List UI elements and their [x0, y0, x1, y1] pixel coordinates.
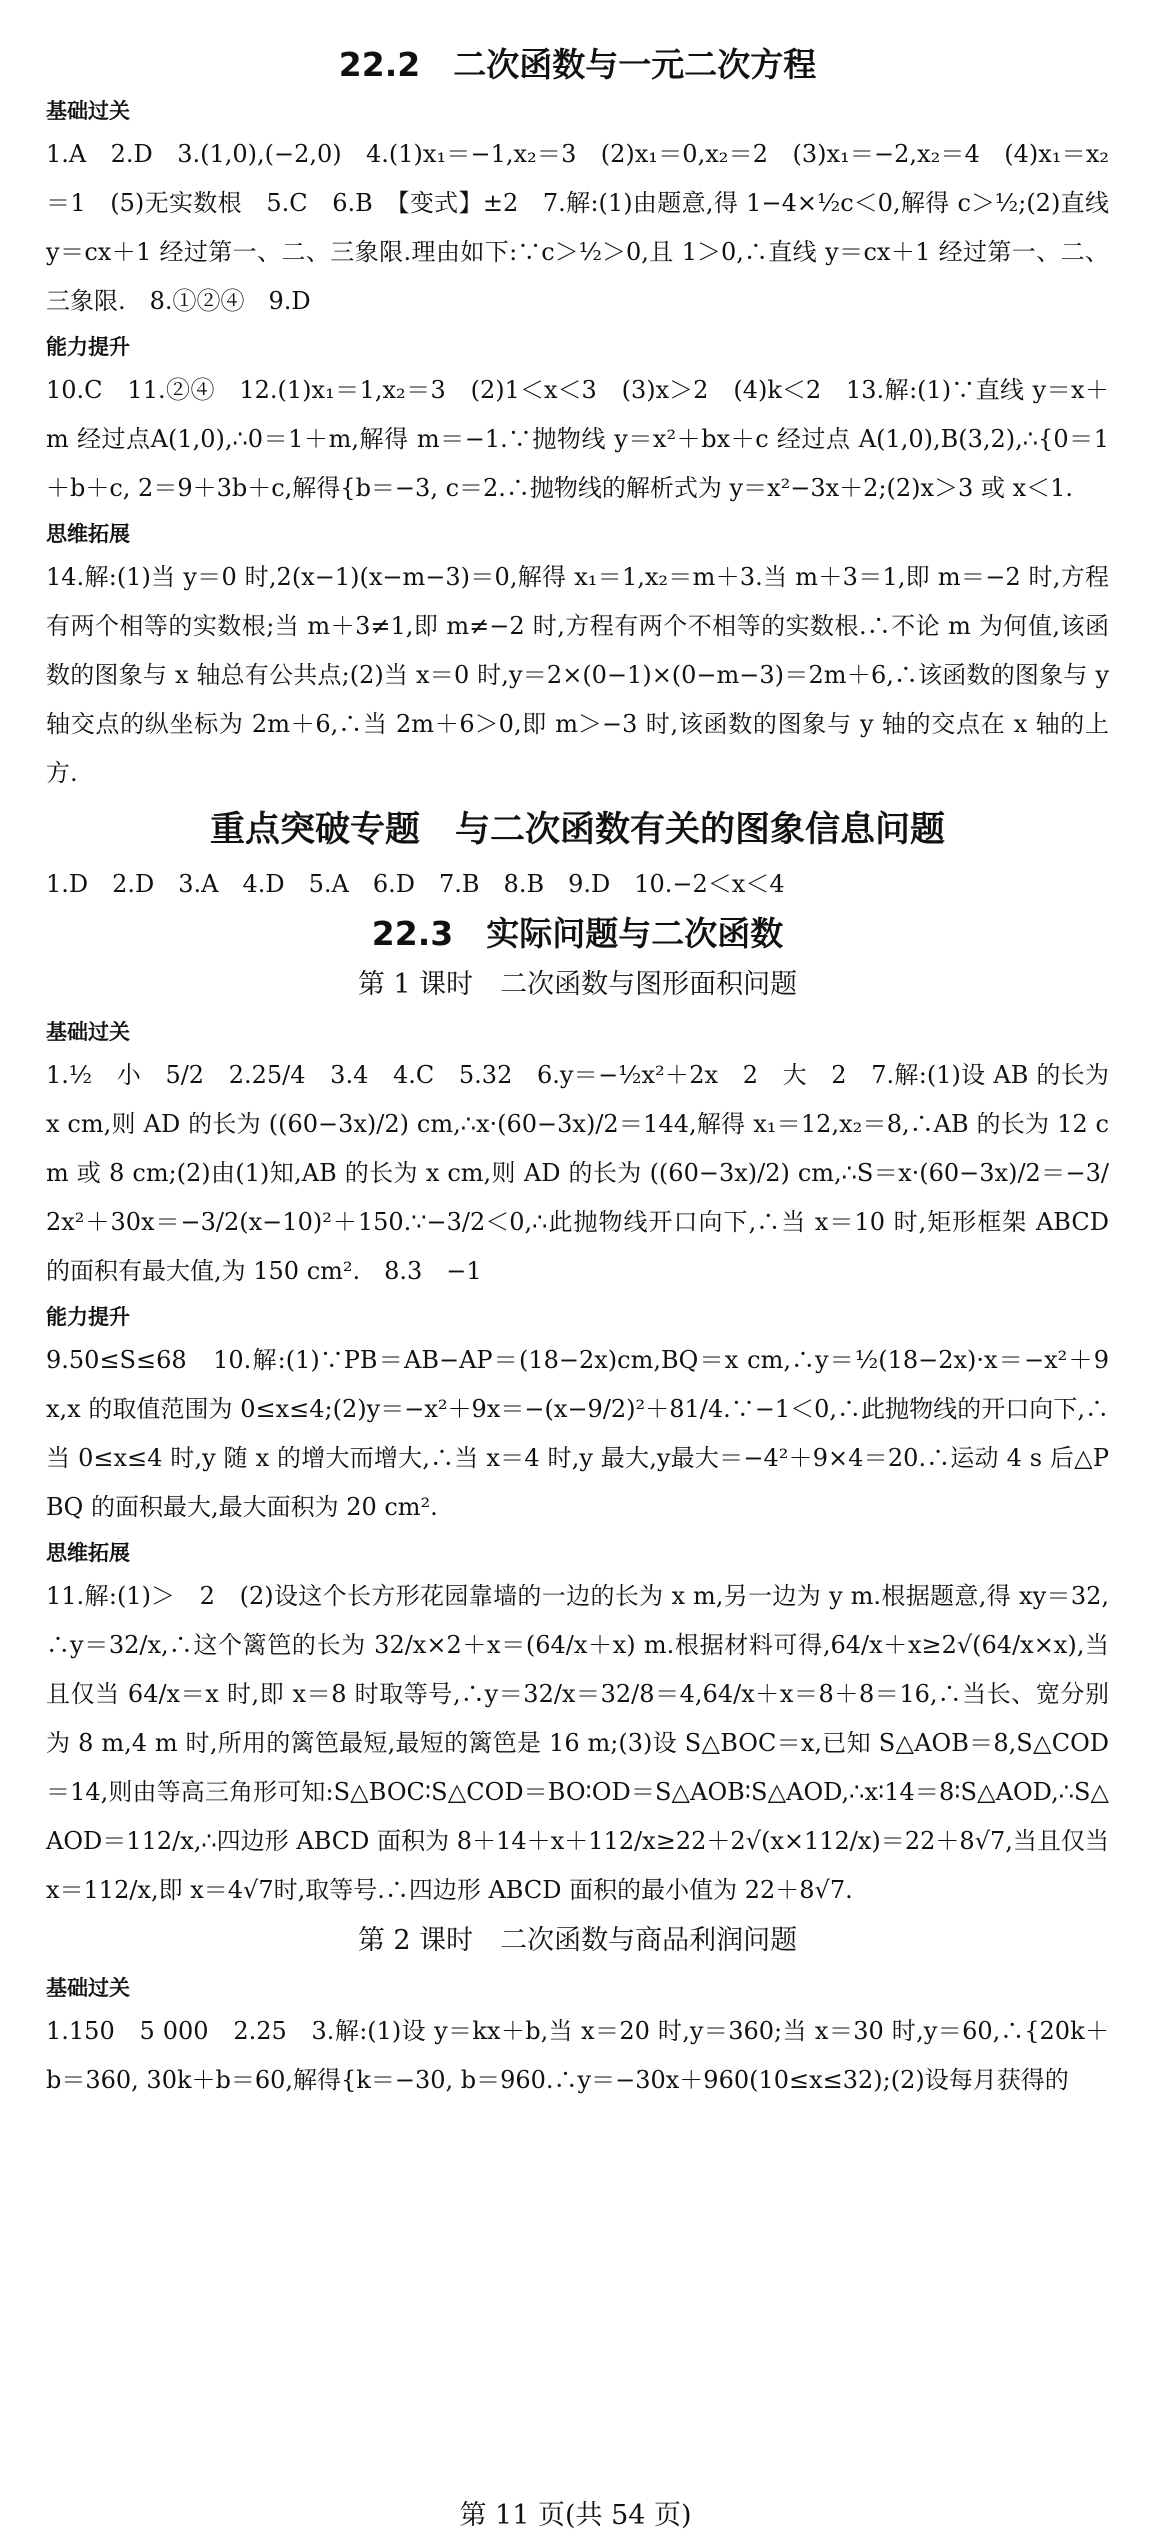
answers-special: 1.D 2.D 3.A 4.D 5.A 6.D 7.B 8.B 9.D 10.−2＜x＜4 [46, 870, 785, 898]
lesson-2-answers-basic: 1.150 5 000 2.25 3.解:(1)设 y＝kx＋b,当 x＝20 时,y＝360;当 x＝30 时,y＝60,∴{20k＋b＝360, 30k＋b＝60,解得{k＝−30, b＝960.∴y＝−30x＋960(10≤x≤32);(2)设每月获得的 [46, 2017, 1109, 2094]
section-title-22-3: 22.3 实际问题与二次函数 [371, 914, 784, 953]
lesson-1-answers-ability: 9.50≤S≤68 10.解:(1)∵PB＝AB−AP＝(18−2x)cm,BQ＝x cm,∴y＝½(18−2x)·x＝−x²＋9x,x 的取值范围为 0≤x≤4;(2)y＝−x²＋9x＝−(x−9/2)²＋81/4.∵−1＜0,∴此抛物线的开口向下,∴当 0≤x≤4 时,y 随 x 的增大而增大,∴当 x＝4 时,y 最大,y最大＝−4²＋9×4＝20.∴运动 4 s 后△PBQ 的面积最大,最大面积为 20 cm². [46, 1346, 1109, 1521]
lesson-1-label-extension: 思维拓展 [46, 1541, 130, 1565]
answers-extension: 14.解:(1)当 y＝0 时,2(x−1)(x−m−3)＝0,解得 x₁＝1,x₂＝m＋3.当 m＋3＝1,即 m＝−2 时,方程有两个相等的实数根;当 m＋3≠1,即 m≠−2 时,方程有两个不相等的实数根.∴不论 m 为何值,该函数的图象与 x 轴总有公共点;(2)当 x＝0 时,y＝2×(0−1)×(0−m−3)＝2m＋6,∴该函数的图象与 y 轴交点的纵坐标为 2m＋6,∴当 2m＋6＞0,即 m＞−3 时,该函数的图象与 y 轴的交点在 x 轴的上方. [46, 563, 1109, 787]
answers-basic: 1.A 2.D 3.(1,0),(−2,0) 4.(1)x₁＝−1,x₂＝3 (2)x₁＝0,x₂＝2 (3)x₁＝−2,x₂＝4 (4)x₁＝x₂＝1 (5)无实数根 5.C 6.B 【变式】±2 7.解:(1)由题意,得 1−4×½c＜0,解得 c＞½;(2)直线 y＝cx＋1 经过第一、二、三象限.理由如下:∵c＞½＞0,且 1＞0,∴直线 y＝cx＋1 经过第一、二、三象限. 8.①②④ 9.D [46, 140, 1109, 315]
lesson-1-label-ability: 能力提升 [46, 1305, 130, 1329]
section-title-22-2: 22.2 二次函数与一元二次方程 [338, 45, 817, 84]
lesson-2-label-basic: 基础过关 [46, 1976, 130, 2000]
answers-ability: 10.C 11.②④ 12.(1)x₁＝1,x₂＝3 (2)1＜x＜3 (3)x＞2 (4)k＜2 13.解:(1)∵直线 y＝x＋m 经过点A(1,0),∴0＝1＋m,解得 m＝−1.∵抛物线 y＝x²＋bx＋c 经过点 A(1,0),B(3,2),∴{0＝1＋b＋c, 2＝9＋3b＋c,解得{b＝−3, c＝2.∴抛物线的解析式为 y＝x²−3x＋2;(2)x＞3 或 x＜1. [46, 376, 1109, 502]
label-extension: 思维拓展 [46, 522, 130, 546]
page-footer: 第 11 页(共 54 页) [459, 2500, 692, 2531]
label-basic: 基础过关 [46, 99, 130, 123]
label-ability: 能力提升 [46, 335, 130, 359]
lesson-1-answers-basic: 1.½ 小 5/2 2.25/4 3.4 4.C 5.32 6.y＝−½x²＋2x 2 大 2 7.解:(1)设 AB 的长为 x cm,则 AD 的长为 ((60−3x)/2) cm,∴x·(60−3x)/2＝144,解得 x₁＝12,x₂＝8,∴AB 的长为 12 cm 或 8 cm;(2)由(1)知,AB 的长为 x cm,则 AD 的长为 ((60−3x)/2) cm,∴S＝x·(60−3x)/2＝−3/2x²＋30x＝−3/2(x−10)²＋150.∵−3/2＜0,∴此抛物线开口向下,∴当 x＝10 时,矩形框架 ABCD 的面积有最大值,为 150 cm². 8.3 −1 [46, 1061, 1109, 1285]
lesson-1-answers-extension: 11.解:(1)＞ 2 (2)设这个长方形花园靠墙的一边的长为 x m,另一边为 y m.根据题意,得 xy＝32,∴y＝32/x,∴这个篱笆的长为 32/x×2＋x＝(64/x＋x) m.根据材料可得,64/x＋x≥2√(64/x×x),当且仅当 64/x＝x 时,即 x＝8 时取等号,∴y＝32/x＝32/8＝4,64/x＋x＝8＋8＝16,∴当长、宽分别为 8 m,4 m 时,所用的篱笆最短,最短的篱笆是 16 m;(3)设 S△BOC＝x,已知 S△AOB＝8,S△COD＝14,则由等高三角形可知:S△BOC∶S△COD＝BO∶OD＝S△AOB∶S△AOD,∴x∶14＝8∶S△AOD,∴S△AOD＝112/x,∴四边形 ABCD 面积为 8＋14＋x＋112/x≥22＋2√(x×112/x)＝22＋8√7,当且仅当 x＝112/x,即 x＝4√7时,取等号.∴四边形 ABCD 面积的最小值为 22＋8√7. [46, 1582, 1109, 1904]
lesson-1-title: 第 1 课时 二次函数与图形面积问题 [357, 969, 798, 1000]
lesson-2-title: 第 2 课时 二次函数与商品利润问题 [357, 1925, 798, 1956]
lesson-1-label-basic: 基础过关 [46, 1020, 130, 1044]
section-title-special: 重点突破专题 与二次函数有关的图象信息问题 [209, 810, 945, 850]
